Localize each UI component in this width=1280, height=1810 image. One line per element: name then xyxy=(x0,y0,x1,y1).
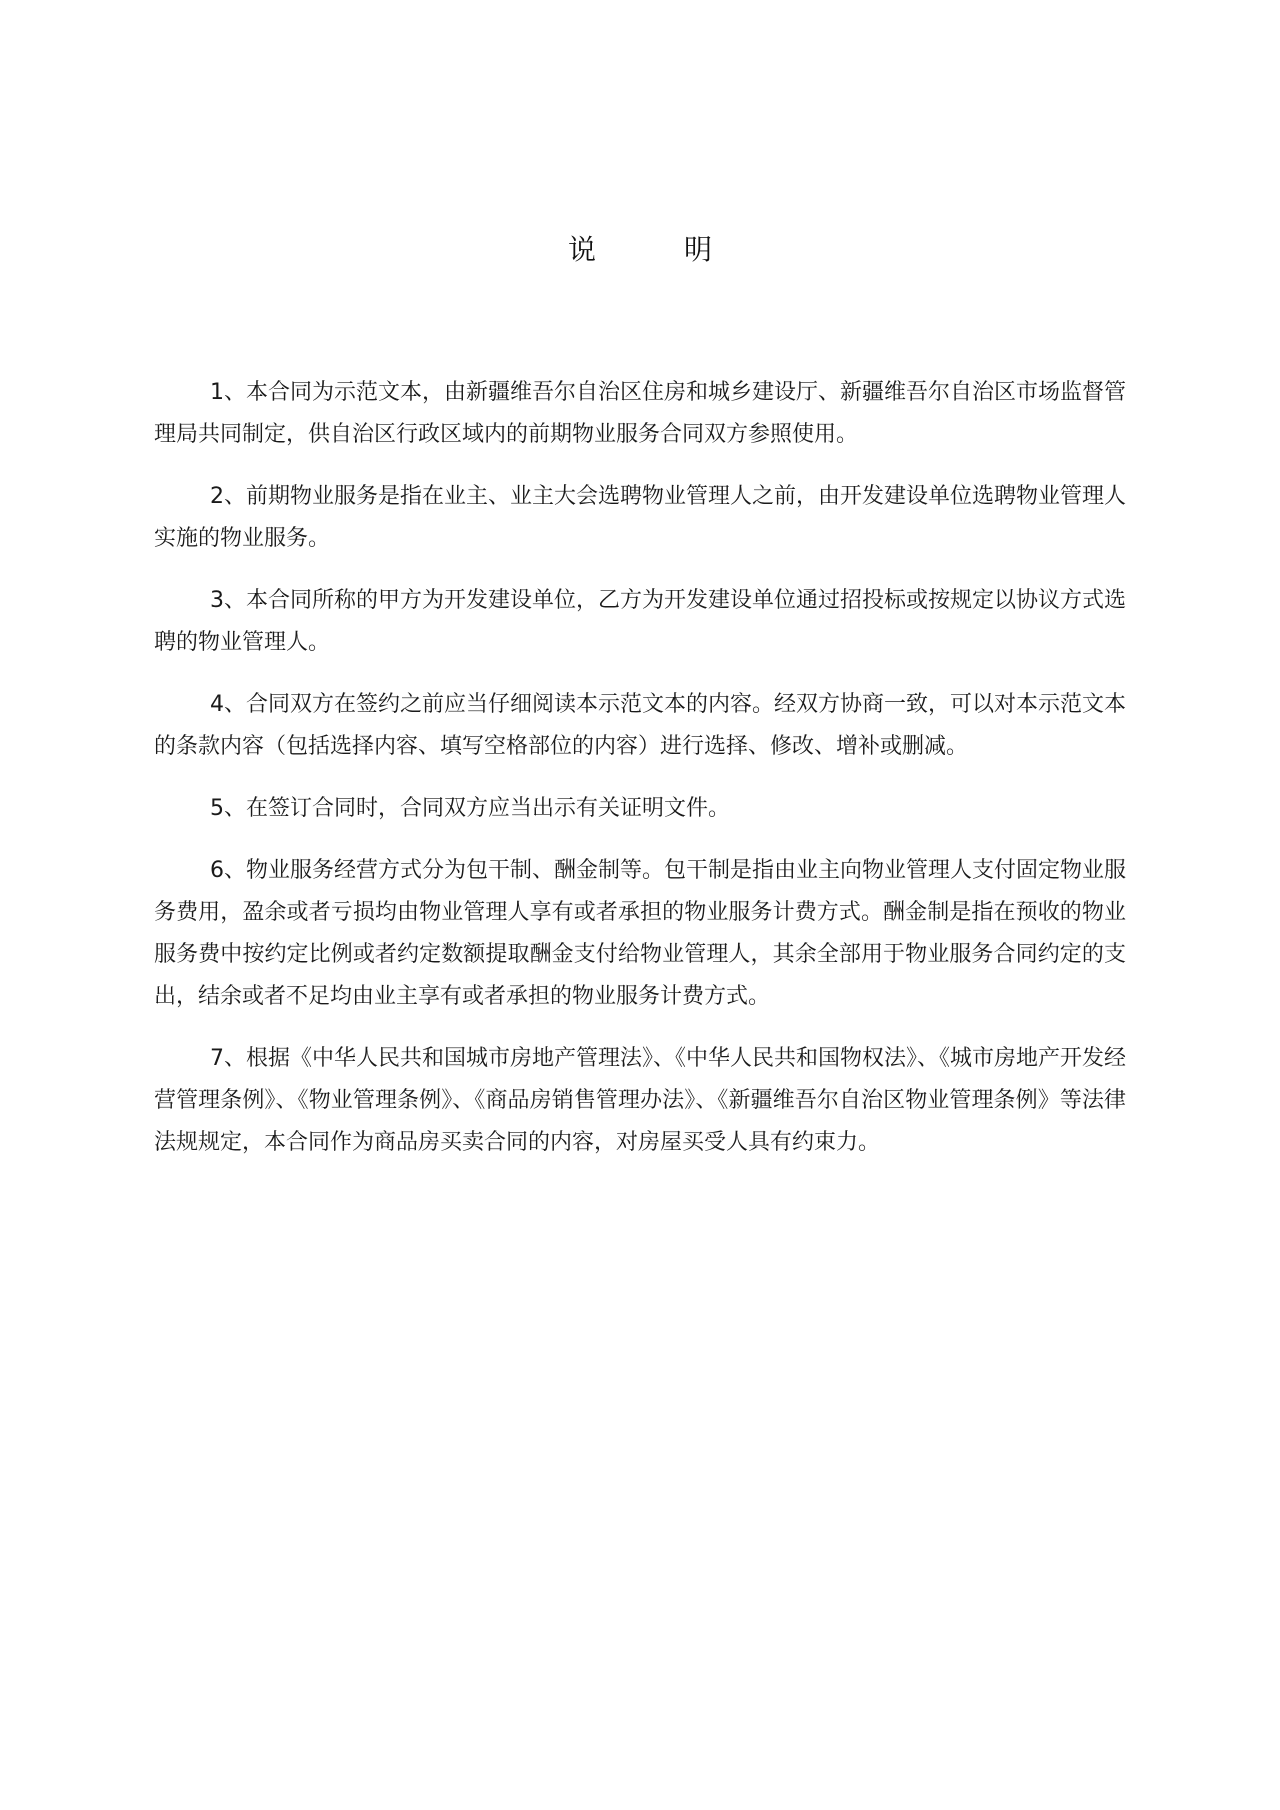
title-char-2: 明 xyxy=(684,233,713,266)
paragraph-6: 6、物业服务经营方式分为包干制、酬金制等。包干制是指由业主向物业管理人支付固定物业服务费用，盈余或者亏损均由物业管理人享有或者承担的物业服务计费方式。酬金制是指在预收的物业服务费中按约定比例或者约定数额提取酬金支付给物业管理人，其余全部用于物业服务合同约定的支出，结余或者不足均由业主享有或者承担的物业服务计费方式。 xyxy=(154,858,1127,1009)
paragraph-1: 1、本合同为示范文本，由新疆维吾尔自治区住房和城乡建设厅、新疆维吾尔自治区市场监督管理局共同制定，供自治区行政区域内的前期物业服务合同双方参照使用。 xyxy=(154,380,1127,447)
title-char-1: 说 xyxy=(567,233,596,266)
paragraph-4: 4、合同双方在签约之前应当仔细阅读本示范文本的内容。经双方协商一致，可以对本示范文本的条款内容（包括选择内容、填写空格部位的内容）进行选择、修改、增补或删减。 xyxy=(154,692,1127,759)
paragraph-2: 2、前期物业服务是指在业主、业主大会选聘物业管理人之前，由开发建设单位选聘物业管理人实施的物业服务。 xyxy=(154,484,1127,551)
page-title xyxy=(0,228,1280,268)
document-body xyxy=(154,372,1126,1184)
paragraph-5: 5、在签订合同时，合同双方应当出示有关证明文件。 xyxy=(210,796,730,821)
paragraph-7: 7、根据《中华人民共和国城市房地产管理法》、《中华人民共和国物权法》、《城市房地产开发经营管理条例》、《物业管理条例》、《商品房销售管理办法》、《新疆维吾尔自治区物业管理条例》等法律法规规定，本合同作为商品房买卖合同的内容，对房屋买受人具有约束力。 xyxy=(154,1046,1127,1155)
paragraph-3: 3、本合同所称的甲方为开发建设单位，乙方为开发建设单位通过招投标或按规定以协议方式选聘的物业管理人。 xyxy=(154,588,1127,655)
